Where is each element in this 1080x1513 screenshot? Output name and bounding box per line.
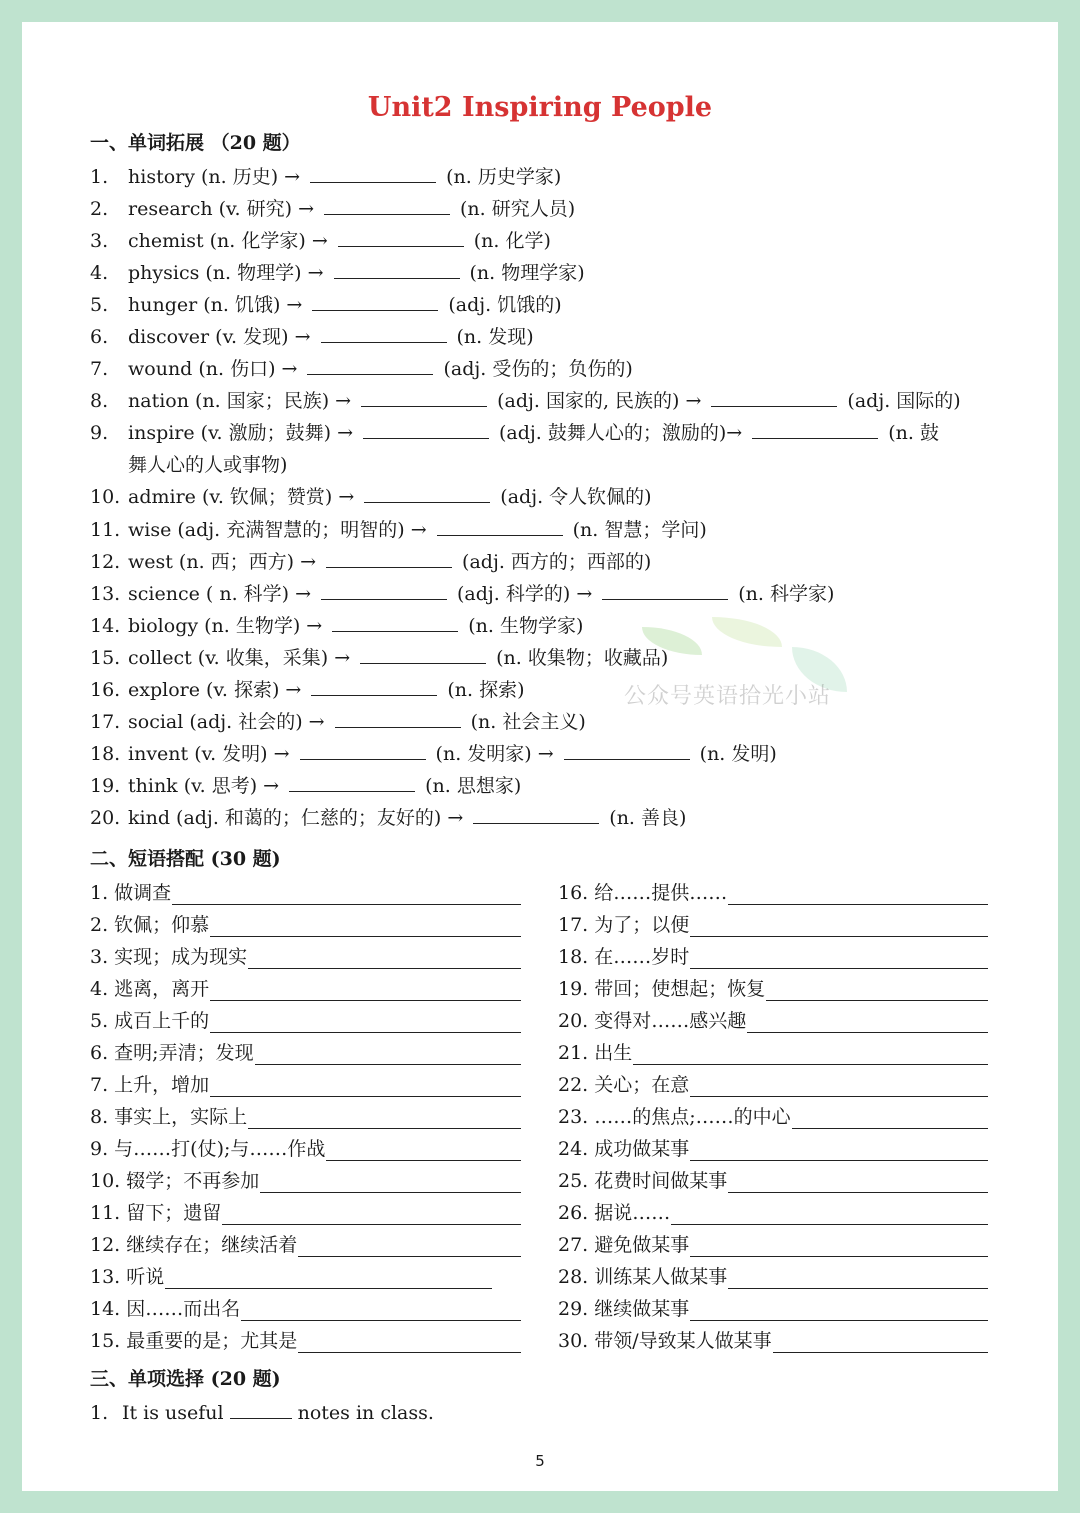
answer-line[interactable] (690, 1078, 988, 1097)
answer-blank[interactable] (364, 486, 490, 503)
item-number: 10. (90, 486, 121, 508)
item-text: physics (n. 物理学) → (128, 262, 324, 284)
phrase-item (558, 1265, 988, 1289)
answer-line[interactable] (728, 886, 988, 905)
phrase-label: 20. 变得对……感兴趣 (558, 1010, 747, 1032)
phrase-item (90, 1265, 492, 1289)
word-item (90, 325, 534, 349)
answer-line[interactable] (747, 1014, 988, 1033)
question-number: 1. (90, 1402, 109, 1424)
phrase-item (558, 977, 988, 1001)
word-item (90, 485, 652, 509)
phrase-label: 22. 关心；在意 (558, 1074, 690, 1096)
word-item (90, 293, 562, 317)
question-text-after: notes in class. (297, 1402, 434, 1424)
answer-line[interactable] (298, 1334, 521, 1353)
item-text: wound (n. 伤口) → (128, 358, 298, 380)
phrase-label: 4. 逃离，离开 (90, 978, 210, 1000)
phrase-item (90, 1297, 521, 1321)
item-text: (n. 发明) (699, 743, 777, 765)
phrase-item (558, 913, 988, 937)
phrase-label: 25. 花费时间做某事 (558, 1170, 728, 1192)
answer-line[interactable] (248, 1110, 521, 1129)
phrase-item (90, 977, 521, 1001)
item-number: 7. (90, 358, 109, 380)
phrase-label: 16. 给……提供…… (558, 882, 728, 904)
answer-blank[interactable] (311, 679, 437, 696)
answer-line[interactable] (210, 918, 521, 937)
answer-line[interactable] (690, 1142, 988, 1161)
phrase-label: 18. 在……岁时 (558, 946, 690, 968)
phrase-item (558, 1329, 988, 1353)
item-text: (adj. 国际的) (847, 390, 961, 412)
item-text: nation (n. 国家；民族) → (128, 390, 352, 412)
item-text: (n. 物理学家) (469, 262, 585, 284)
word-item (90, 197, 575, 221)
answer-line[interactable] (690, 1302, 988, 1321)
item-text: admire (v. 钦佩；赞赏) → (128, 486, 355, 508)
page-number: 5 (535, 1452, 545, 1470)
phrase-label: 27. 避免做某事 (558, 1234, 690, 1256)
phrase-item (558, 1169, 988, 1193)
item-text: social (adj. 社会的) → (128, 711, 325, 733)
item-text: 舞人心的人或事物) (128, 454, 288, 476)
item-number: 17. (90, 711, 121, 733)
answer-blank[interactable] (307, 358, 433, 375)
item-text: (adj. 国家的, 民族的) → (497, 390, 702, 412)
question-item (90, 1402, 434, 1424)
item-text: (n. 科学家) (738, 583, 835, 605)
word-item (90, 165, 561, 189)
item-text: (n. 化学) (473, 230, 551, 252)
phrase-label: 1. 做调查 (90, 882, 172, 904)
answer-blank[interactable] (602, 583, 728, 600)
item-number: 15. (90, 647, 121, 669)
item-text: (n. 智慧；学问) (572, 519, 707, 541)
item-text: think (v. 思考) → (128, 775, 280, 797)
phrase-label: 17. 为了；以便 (558, 914, 690, 936)
question-text-before: It is useful (122, 1402, 224, 1424)
item-text: (n. 收集物；收藏品) (496, 647, 669, 669)
answer-line[interactable] (222, 1206, 521, 1225)
item-number: 18. (90, 743, 121, 765)
word-item (90, 646, 668, 670)
item-number: 12. (90, 551, 121, 573)
phrase-label: 13. 听说 (90, 1266, 165, 1288)
phrase-item (90, 1233, 521, 1257)
phrase-item (558, 945, 988, 969)
item-text: collect (v. 收集，采集) → (128, 647, 351, 669)
answer-blank[interactable] (334, 262, 460, 279)
phrase-item (90, 1041, 521, 1065)
phrase-label: 11. 留下；遗留 (90, 1202, 222, 1224)
item-text: (n. 社会主义) (470, 711, 586, 733)
item-text: invent (v. 发明) → (128, 743, 290, 765)
word-item (90, 229, 551, 253)
phrase-item (558, 1009, 988, 1033)
item-number: 19. (90, 775, 121, 797)
answer-line[interactable] (728, 1174, 988, 1193)
answer-line[interactable] (633, 1046, 988, 1065)
phrase-item (558, 1041, 988, 1065)
item-text: (n. 历史学家) (446, 166, 562, 188)
answer-line[interactable] (671, 1206, 988, 1225)
phrase-label: 30. 带领/导致某人做某事 (558, 1330, 772, 1352)
answer-blank[interactable] (338, 230, 464, 247)
item-text: (n. 鼓 (888, 422, 939, 444)
item-number: 6. (90, 326, 109, 348)
answer-line[interactable] (298, 1238, 521, 1257)
phrase-label: 24. 成功做某事 (558, 1138, 690, 1160)
item-text: chemist (n. 化学家) → (128, 230, 328, 252)
item-text: explore (v. 探索) → (128, 679, 302, 701)
item-number: 1. (90, 166, 109, 188)
item-number: 4. (90, 262, 109, 284)
phrase-label: 3. 实现；成为现实 (90, 946, 248, 968)
answer-line[interactable] (690, 918, 988, 937)
phrase-item (90, 1201, 521, 1225)
watermark-text: 公众号英语拾光小站 (624, 684, 832, 709)
word-item (90, 710, 586, 734)
answer-blank[interactable] (321, 326, 447, 343)
phrase-item (90, 1073, 521, 1097)
answer-blank[interactable] (360, 647, 486, 664)
page-title: Unit2 Inspiring People (367, 92, 713, 123)
phrase-item (558, 1105, 988, 1129)
item-text: discover (v. 发现) → (128, 326, 311, 348)
answer-blank[interactable] (332, 615, 458, 632)
word-item (90, 678, 525, 702)
section-heading: 二、短语搭配 (30 题) (90, 848, 281, 870)
item-number: 2. (90, 198, 109, 220)
phrase-label: 10. 辍学；不再参加 (90, 1170, 260, 1192)
answer-line[interactable] (773, 1334, 988, 1353)
item-text: (n. 探索) (447, 679, 525, 701)
answer-blank[interactable] (361, 390, 487, 407)
item-text: (adj. 饥饿的) (448, 294, 562, 316)
word-item (90, 774, 521, 798)
phrase-item (558, 1137, 988, 1161)
answer-line[interactable] (260, 1174, 521, 1193)
item-text: (n. 善良) (609, 807, 687, 829)
answer-blank[interactable] (437, 519, 563, 536)
item-text: (adj. 受伤的；负伤的) (443, 358, 633, 380)
phrase-label: 23. ……的焦点;……的中心 (558, 1106, 791, 1128)
item-text: (adj. 令人钦佩的) (500, 486, 652, 508)
word-item (90, 806, 686, 830)
item-number: 16. (90, 679, 121, 701)
answer-line[interactable] (326, 1142, 521, 1161)
phrase-item (558, 1073, 988, 1097)
item-text: inspire (v. 激励；鼓舞) → (128, 422, 354, 444)
word-item (90, 614, 583, 638)
item-text: (adj. 西方的；西部的) (462, 551, 652, 573)
answer-blank[interactable] (300, 743, 426, 760)
worksheet-page (22, 22, 1058, 1491)
item-number: 20. (90, 807, 121, 829)
answer-line[interactable] (690, 1238, 988, 1257)
answer-line[interactable] (255, 1046, 521, 1065)
phrase-item (90, 1105, 521, 1129)
answer-blank[interactable] (324, 198, 450, 215)
word-item-continuation (90, 453, 287, 477)
word-item (90, 421, 939, 445)
item-number: 5. (90, 294, 109, 316)
item-text: research (v. 研究) → (128, 198, 314, 220)
phrase-item (90, 1329, 521, 1353)
phrase-item (558, 881, 988, 905)
answer-blank[interactable] (711, 390, 837, 407)
phrase-item (90, 945, 521, 969)
word-item (90, 357, 633, 381)
answer-blank[interactable] (326, 551, 452, 568)
phrase-item (90, 881, 521, 905)
watermark-leaf-icon (712, 617, 782, 647)
answer-blank[interactable] (321, 583, 447, 600)
answer-blank[interactable] (564, 743, 690, 760)
item-text: wise (adj. 充满智慧的；明智的) → (128, 519, 427, 541)
phrase-label: 12. 继续存在；继续活着 (90, 1234, 298, 1256)
answer-line[interactable] (241, 1302, 521, 1321)
phrase-label: 9. 与……打(仗);与……作战 (90, 1138, 326, 1160)
answer-blank[interactable] (312, 294, 438, 311)
item-text: hunger (n. 饥饿) → (128, 294, 303, 316)
item-text: west (n. 西；西方) → (128, 551, 317, 573)
phrase-label: 19. 带回；使想起；恢复 (558, 978, 766, 1000)
answer-blank[interactable] (473, 807, 599, 824)
word-item (90, 742, 777, 766)
answer-line[interactable] (766, 982, 988, 1001)
item-text: (n. 发现) (456, 326, 534, 348)
phrase-label: 29. 继续做某事 (558, 1298, 690, 1320)
phrase-label: 8. 事实上，实际上 (90, 1106, 248, 1128)
item-text: history (n. 历史) → (128, 166, 301, 188)
phrase-item (558, 1233, 988, 1257)
word-item (90, 582, 834, 606)
answer-blank[interactable] (289, 775, 415, 792)
item-text: biology (n. 生物学) → (128, 615, 323, 637)
answer-blank[interactable] (335, 711, 461, 728)
phrase-item (558, 1201, 988, 1225)
word-item (90, 550, 651, 574)
item-text: (n. 发明家) → (435, 743, 554, 765)
phrase-label: 15. 最重要的是；尤其是 (90, 1330, 298, 1352)
phrase-item (90, 1009, 521, 1033)
item-text: science ( n. 科学) → (128, 583, 312, 605)
answer-blank[interactable] (363, 422, 489, 439)
phrase-item (90, 913, 521, 937)
item-text: (adj. 鼓舞人心的；激励的)→ (499, 422, 743, 444)
phrase-label: 6. 查明;弄清；发现 (90, 1042, 254, 1064)
phrase-label: 2. 钦佩；仰慕 (90, 914, 210, 936)
word-item (90, 389, 961, 413)
answer-line[interactable] (210, 1078, 521, 1097)
section-heading: 一、单词拓展 （20 题） (90, 132, 301, 154)
watermark-leaf-icon (792, 647, 847, 692)
answer-line[interactable] (210, 1014, 521, 1033)
answer-blank[interactable] (310, 166, 436, 183)
phrase-label: 21. 出生 (558, 1042, 633, 1064)
item-number: 11. (90, 519, 121, 541)
section-heading: 三、单项选择 (20 题) (90, 1368, 281, 1390)
item-number: 3. (90, 230, 109, 252)
item-number: 8. (90, 390, 109, 412)
item-number: 9. (90, 422, 109, 444)
answer-line[interactable] (792, 1110, 988, 1129)
word-item (90, 518, 707, 542)
phrase-label: 26. 据说…… (558, 1202, 671, 1224)
item-number: 13. (90, 583, 121, 605)
item-text: (n. 思想家) (425, 775, 522, 797)
phrase-label: 7. 上升，增加 (90, 1074, 210, 1096)
phrase-item (558, 1297, 988, 1321)
item-text: (n. 研究人员) (460, 198, 576, 220)
answer-line[interactable] (210, 982, 521, 1001)
phrase-label: 5. 成百上千的 (90, 1010, 210, 1032)
word-item (90, 261, 585, 285)
answer-blank[interactable] (230, 1402, 292, 1419)
answer-line[interactable] (690, 950, 988, 969)
item-number: 14. (90, 615, 121, 637)
answer-line[interactable] (165, 1270, 492, 1289)
phrase-label: 14. 因……而出名 (90, 1298, 241, 1320)
phrase-label: 28. 训练某人做某事 (558, 1266, 728, 1288)
answer-line[interactable] (728, 1270, 988, 1289)
answer-blank[interactable] (752, 422, 878, 439)
answer-line[interactable] (248, 950, 521, 969)
phrase-item (90, 1137, 521, 1161)
item-text: (adj. 科学的) → (457, 583, 593, 605)
item-text: (n. 生物学家) (468, 615, 584, 637)
answer-line[interactable] (172, 886, 521, 905)
phrase-item (90, 1169, 521, 1193)
item-text: kind (adj. 和蔼的；仁慈的；友好的) → (128, 807, 464, 829)
